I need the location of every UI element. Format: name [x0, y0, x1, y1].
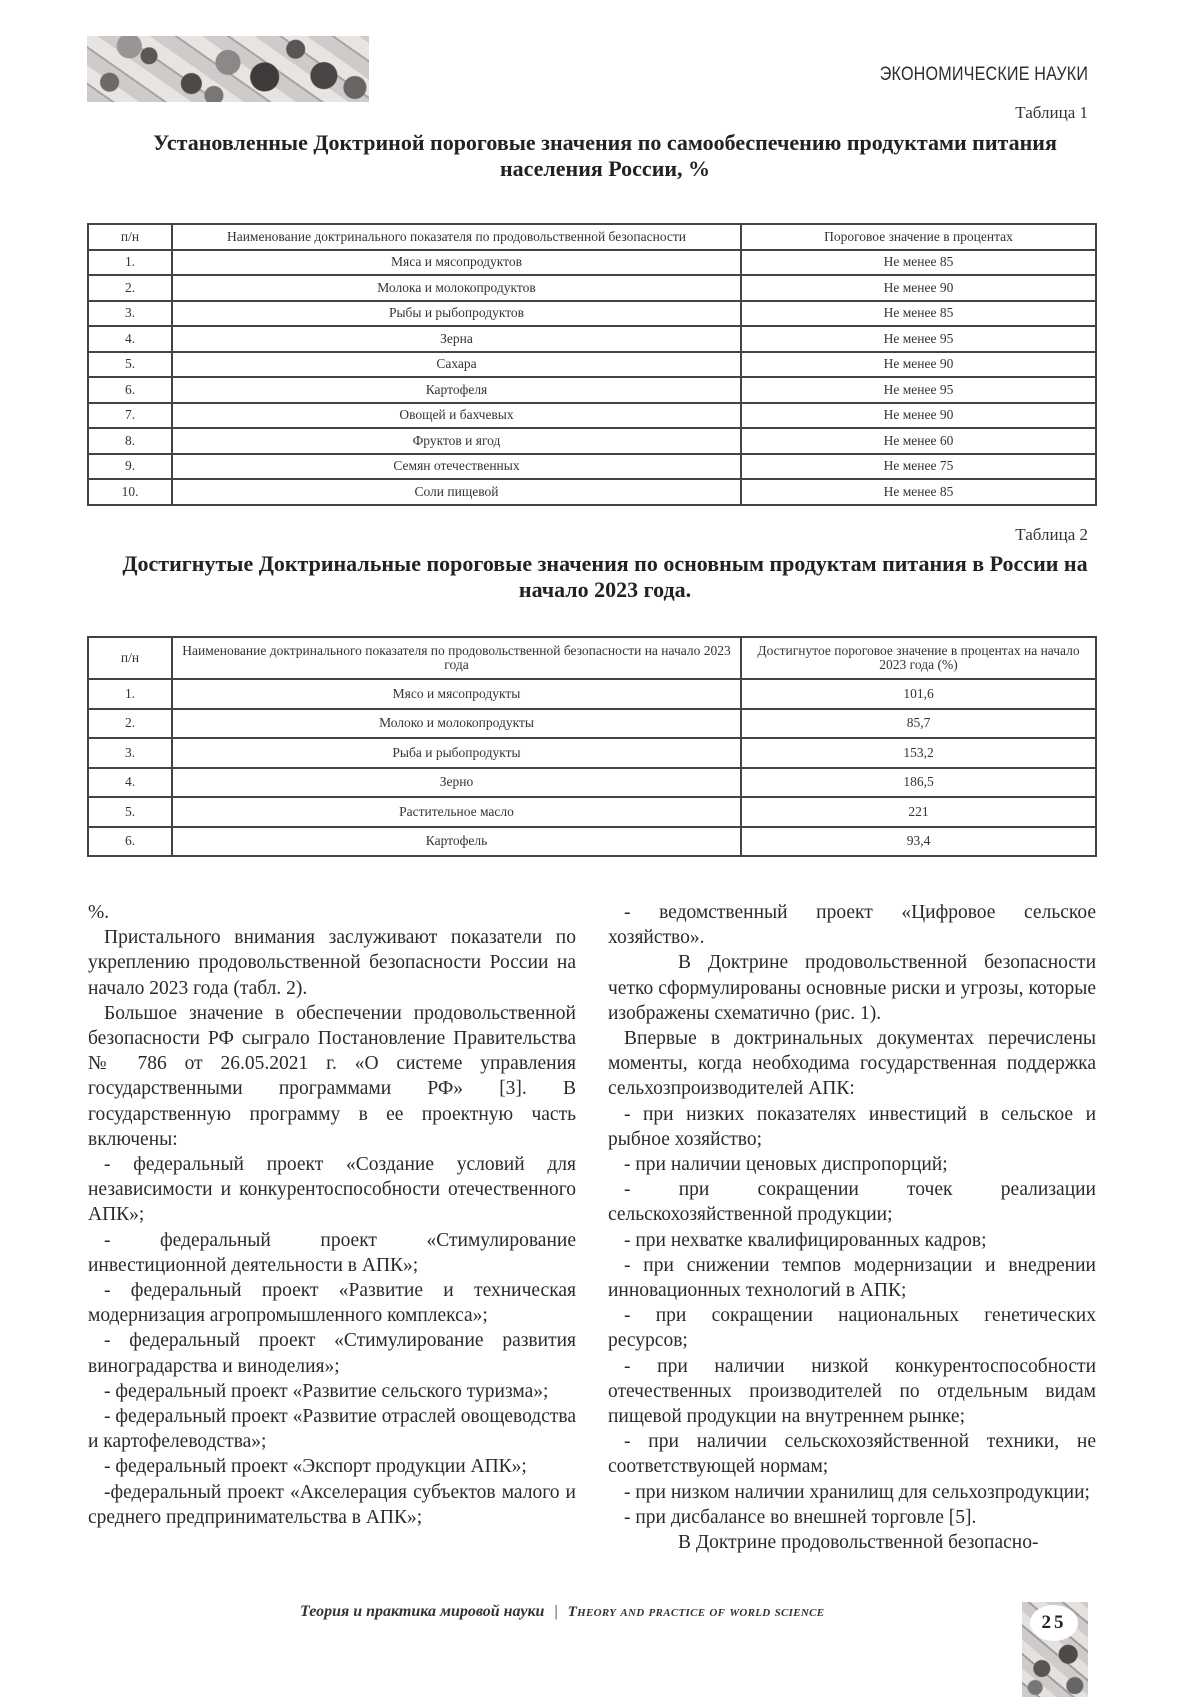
table-row	[88, 454, 1096, 480]
cell-number: 2.	[88, 709, 172, 739]
table-row	[88, 738, 1096, 768]
section-heading: ЭКОНОМИЧЕСКИЕ НАУКИ	[879, 64, 1088, 85]
column-header: п/н	[88, 224, 172, 250]
cell-number: 3.	[88, 301, 172, 327]
table-header-row	[88, 224, 1096, 250]
cell-number: 3.	[88, 738, 172, 768]
cell-threshold: Не менее 90	[741, 275, 1096, 301]
cell-indicator: Молока и молокопродуктов	[172, 275, 741, 301]
paragraph: %.	[88, 902, 110, 923]
table-row	[88, 797, 1096, 827]
cell-number: 5.	[88, 797, 172, 827]
paragraph: Пристального внимания заслуживают показатели по укреплению продовольственной безопасности России на начало 2023 года (табл. 2).	[88, 927, 576, 999]
cell-value: 221	[741, 797, 1096, 827]
list-item: - федеральный проект «Стимулирование развития виноградарства и виноделия»;	[88, 1330, 576, 1377]
table-header-row	[88, 637, 1096, 679]
paragraph: В Доктрине продовольственной безопасно-	[678, 1532, 1039, 1554]
cell-number: 6.	[88, 827, 172, 857]
cell-indicator: Картофель	[172, 827, 741, 857]
cell-number: 1.	[88, 250, 172, 276]
cell-indicator: Картофеля	[172, 377, 741, 403]
list-item: - при наличии низкой конкурентоспособности отечественных производителей по отдельным видам пищевой продукции на внутреннем рынке;	[608, 1355, 1096, 1428]
table2-title: Достигнутые Доктринальные пороговые значения по основным продуктам питания в России на начало 2023 года.	[122, 551, 1088, 602]
cell-threshold: Не менее 95	[741, 326, 1096, 352]
list-item: - при сокращении точек реализации сельскохозяйственной продукции;	[608, 1179, 1096, 1226]
cell-number: 6.	[88, 377, 172, 403]
cell-indicator: Растительное масло	[172, 797, 741, 827]
paragraph: Впервые в доктринальных документах перечислены моменты, когда необходима государственная поддержка сельхозпроизводителей АПК:	[608, 1028, 1096, 1100]
list-item: - федеральный проект «Экспорт продукции АПК»;	[104, 1456, 527, 1478]
page-number: 25	[1030, 1605, 1078, 1641]
list-item: - федеральный проект «Развитие сельского туризма»;	[104, 1380, 549, 1402]
table1	[87, 223, 1097, 506]
column-header: Достигнутое пороговое значение в процентах на начало 2023 года (%)	[741, 637, 1096, 679]
cell-number: 4.	[88, 768, 172, 798]
table-row	[88, 479, 1096, 505]
list-item: - федеральный проект «Развитие и техническая модернизация агропромышленного комплекса»;	[88, 1280, 576, 1327]
table-row	[88, 403, 1096, 429]
column-header: Наименование доктринального показателя по продовольственной безопасности на начало 2023 года	[172, 637, 741, 679]
table-row	[88, 301, 1096, 327]
table-row	[88, 326, 1096, 352]
cell-threshold: Не менее 85	[741, 301, 1096, 327]
cell-threshold: Не менее 75	[741, 454, 1096, 480]
list-item: - при снижении темпов модернизации и внедрении инновационных технологий в АПК;	[608, 1254, 1096, 1302]
list-item: - федеральный проект «Создание условий для независимости и конкурентоспособности отечественного АПК»;	[88, 1154, 576, 1226]
cell-indicator: Сахара	[172, 352, 741, 378]
cell-indicator: Зерна	[172, 326, 741, 352]
table-row	[88, 428, 1096, 454]
cell-indicator: Мяса и мясопродуктов	[172, 250, 741, 276]
column-header: Пороговое значение в процентах	[741, 224, 1096, 250]
table-row	[88, 709, 1096, 739]
cell-number: 8.	[88, 428, 172, 454]
cell-threshold: Не менее 85	[741, 479, 1096, 505]
cell-indicator: Зерно	[172, 768, 741, 798]
list-item: - при низком наличии хранилищ для сельхозпродукции;	[624, 1481, 1090, 1503]
cell-indicator: Фруктов и ягод	[172, 428, 741, 454]
cell-indicator: Соли пищевой	[172, 479, 741, 505]
list-item: - федеральный проект «Стимулирование инвестиционной деятельности в АПК»;	[88, 1229, 576, 1276]
column-header: Наименование доктринального показателя по продовольственной безопасности	[172, 224, 741, 250]
table-row	[88, 352, 1096, 378]
table-row	[88, 679, 1096, 709]
cell-number: 4.	[88, 326, 172, 352]
list-item: - при дисбалансе во внешней торговле [5].	[624, 1506, 977, 1528]
cell-threshold: Не менее 85	[741, 250, 1096, 276]
cell-value: 101,6	[741, 679, 1096, 709]
body-column-left	[88, 900, 576, 1530]
cell-number: 5.	[88, 352, 172, 378]
table-row	[88, 250, 1096, 276]
cell-number: 7.	[88, 403, 172, 429]
paragraph: Большое значение в обеспечении продовольственной безопасности РФ сыграло Постановление Правительства № 786 от 26.05.2021 г. «О системе управления государственными программами РФ» [3]. В государственную программу в ее проектную часть включены:	[88, 1002, 576, 1150]
cell-threshold: Не менее 95	[741, 377, 1096, 403]
journal-title-en: Theory and practice of world science	[567, 1604, 825, 1620]
table-row	[88, 768, 1096, 798]
list-item: - при низких показателях инвестиций в сельское и рыбное хозяйство;	[608, 1103, 1096, 1150]
cell-value: 85,7	[741, 709, 1096, 739]
running-footer	[300, 1603, 824, 1621]
list-item: - при наличии сельскохозяйственной техники, не соответствующей нормам;	[608, 1431, 1096, 1478]
cell-threshold: Не менее 90	[741, 352, 1096, 378]
cell-number: 1.	[88, 679, 172, 709]
cell-value: 186,5	[741, 768, 1096, 798]
cell-indicator: Семян отечественных	[172, 454, 741, 480]
list-item: - федеральный проект «Развитие отраслей овощеводства и картофелеводства»;	[88, 1406, 576, 1453]
list-item: -федеральный проект «Акселерация субъектов малого и среднего предпринимательства в АПК»;	[88, 1481, 576, 1528]
cell-number: 10.	[88, 479, 172, 505]
cell-indicator: Рыба и рыбопродукты	[172, 738, 741, 768]
list-item: - при нехватке квалифицированных кадров;	[624, 1229, 987, 1251]
footer-separator: |	[554, 1603, 558, 1620]
cell-threshold: Не менее 90	[741, 403, 1096, 429]
table-row	[88, 827, 1096, 857]
table-row	[88, 377, 1096, 403]
list-item: - при наличии ценовых диспропорций;	[624, 1154, 948, 1176]
cell-number: 2.	[88, 275, 172, 301]
list-item: - ведомственный проект «Цифровое сельское хозяйство».	[608, 902, 1096, 949]
cell-number: 9.	[88, 454, 172, 480]
table1-title: Установленные Доктриной пороговые значения по самообеспечению продуктами питания населения России, %	[153, 130, 1057, 181]
table1-label: Таблица 1	[1015, 103, 1088, 122]
paragraph: В Доктрине продовольственной безопасности четко сформулированы основные риски и угрозы, которые изображены схематично (рис. 1).	[608, 952, 1096, 1024]
cell-indicator: Молоко и молокопродукты	[172, 709, 741, 739]
cell-value: 153,2	[741, 738, 1096, 768]
table2	[87, 636, 1097, 857]
cell-indicator: Мясо и мясопродукты	[172, 679, 741, 709]
cell-indicator: Овощей и бахчевых	[172, 403, 741, 429]
cell-threshold: Не менее 60	[741, 428, 1096, 454]
journal-title-ru: Теория и практика мировой науки	[300, 1603, 545, 1620]
body-column-right	[608, 900, 1096, 1555]
column-header: п/н	[88, 637, 172, 679]
table-row	[88, 275, 1096, 301]
table2-label: Таблица 2	[1015, 525, 1088, 544]
cell-value: 93,4	[741, 827, 1096, 857]
list-item: - при сокращении национальных генетических ресурсов;	[608, 1305, 1096, 1352]
header-decorative-pattern	[87, 36, 369, 102]
cell-indicator: Рыбы и рыбопродуктов	[172, 301, 741, 327]
